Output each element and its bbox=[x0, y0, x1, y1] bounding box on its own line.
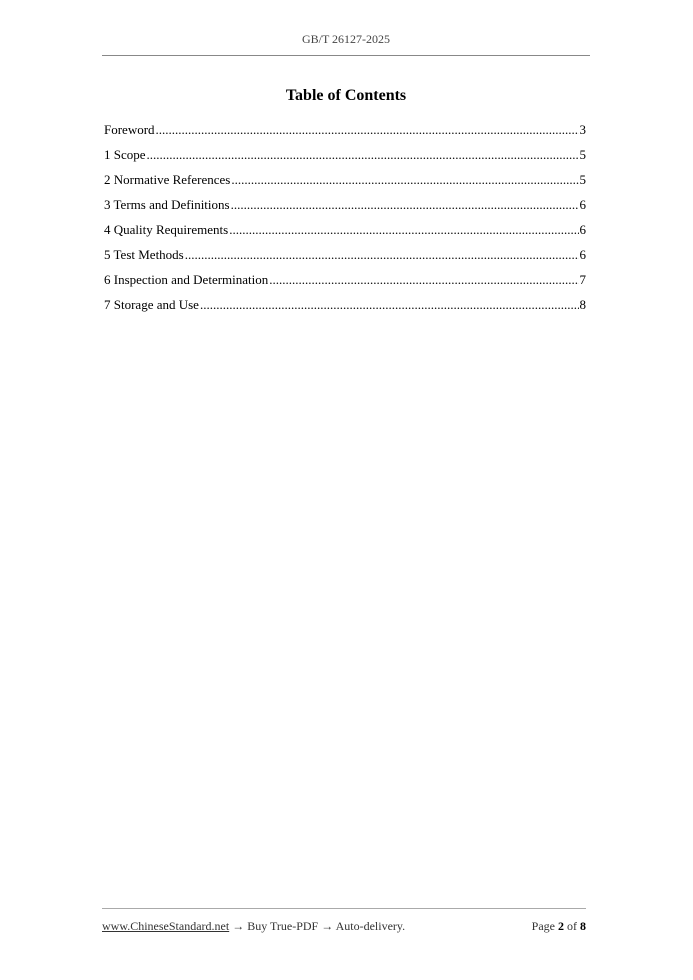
toc-entry-normative-references[interactable] bbox=[104, 170, 586, 195]
toc-entry-inspection-and-determination[interactable] bbox=[104, 270, 586, 295]
toc-entry-page: 6 bbox=[579, 247, 586, 262]
toc-entry-page: 5 bbox=[579, 172, 586, 187]
toc-dot-leader bbox=[229, 220, 578, 240]
toc-entry-page: 7 bbox=[579, 272, 586, 287]
toc-entry-page: 5 bbox=[579, 147, 586, 162]
page-current: 2 bbox=[558, 919, 564, 933]
toc-entry-foreword[interactable] bbox=[104, 120, 586, 145]
arrow-right-icon: → bbox=[232, 919, 245, 933]
toc-entry-test-methods[interactable] bbox=[104, 245, 586, 270]
toc-entry-label: 7 Storage and Use bbox=[104, 297, 199, 312]
buy-true-pdf-text: Buy True-PDF bbox=[247, 919, 319, 933]
document-code: GB/T 26127-2025 bbox=[301, 32, 391, 46]
toc-entry-page: 6 bbox=[579, 222, 586, 237]
page-indicator bbox=[532, 917, 586, 935]
toc-dot-leader bbox=[156, 120, 579, 140]
toc-entry-label: 5 Test Methods bbox=[104, 247, 184, 262]
toc-entry-page: 6 bbox=[579, 197, 586, 212]
toc-entry-scope[interactable] bbox=[104, 145, 586, 170]
page-total: 8 bbox=[580, 919, 586, 933]
toc-dot-leader bbox=[200, 295, 579, 315]
toc-dot-leader bbox=[185, 245, 579, 265]
toc-entry-quality-requirements[interactable] bbox=[104, 220, 586, 245]
toc-entry-label: Foreword bbox=[104, 122, 155, 137]
table-of-contents bbox=[104, 120, 586, 320]
toc-entry-terms-and-definitions[interactable] bbox=[104, 195, 586, 220]
toc-entry-page: 3 bbox=[579, 122, 586, 137]
footer-promo bbox=[102, 917, 405, 935]
page-header bbox=[102, 30, 590, 56]
toc-dot-leader bbox=[269, 270, 578, 290]
toc-entry-label: 3 Terms and Definitions bbox=[104, 197, 230, 212]
toc-entry-label: 6 Inspection and Determination bbox=[104, 272, 269, 287]
page-footer bbox=[102, 908, 586, 935]
toc-dot-leader bbox=[231, 170, 578, 190]
toc-title: Table of Contents bbox=[285, 87, 407, 104]
toc-entry-label: 2 Normative References bbox=[104, 172, 231, 187]
toc-dot-leader bbox=[231, 195, 579, 215]
site-link[interactable]: www.ChineseStandard.net bbox=[102, 919, 230, 933]
toc-entry-label: 1 Scope bbox=[104, 147, 146, 162]
toc-entry-page: 8 bbox=[579, 297, 586, 312]
arrow-right-icon: → bbox=[321, 919, 334, 933]
toc-entry-label: 4 Quality Requirements bbox=[104, 222, 229, 237]
toc-entry-storage-and-use[interactable] bbox=[104, 295, 586, 320]
auto-delivery-text: Auto-delivery. bbox=[335, 919, 406, 933]
page-of: of bbox=[567, 919, 577, 933]
page-word: Page bbox=[531, 919, 555, 933]
toc-dot-leader bbox=[147, 145, 579, 165]
